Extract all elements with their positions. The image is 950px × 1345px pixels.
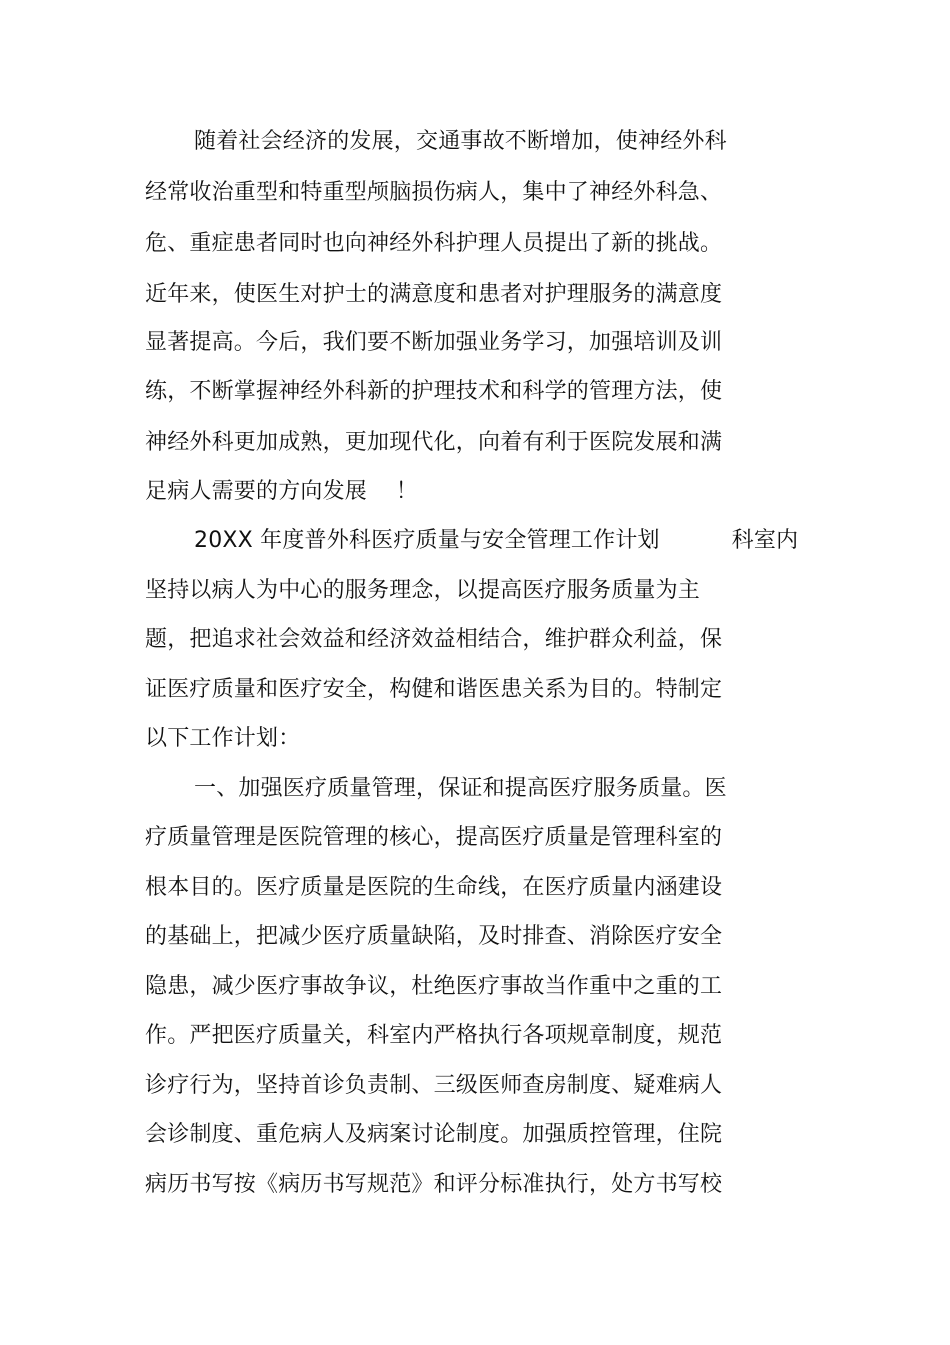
- paragraph-line: 证医疗质量和医疗安全，构健和谐医患关系为目的。特制定: [145, 677, 723, 702]
- paragraph-line: 随着社会经济的发展，交通事故不断增加，使神经外科: [194, 129, 727, 154]
- paragraph-line: 近年来，使医生对护士的满意度和患者对护理服务的满意度: [145, 282, 723, 307]
- paragraph-line: 作。严把医疗质量关，科室内严格执行各项规章制度，规范: [145, 1023, 723, 1048]
- paragraph-line: 病历书写按《病历书写规范》和评分标准执行，处方书写校: [145, 1172, 723, 1197]
- paragraph-line: 根本目的。医疗质量是医院的生命线，在医疗质量内涵建设: [145, 875, 723, 900]
- paragraph-line: 的基础上，把减少医疗质量缺陷，及时排查、消除医疗安全: [145, 924, 723, 949]
- paragraph-line: 以下工作计划：: [145, 726, 301, 751]
- paragraph-line: 练，不断掌握神经外科新的护理技术和科学的管理方法，使: [145, 379, 723, 404]
- paragraph-line: 经常收治重型和特重型颅脑损伤病人，集中了神经外科急、: [145, 180, 723, 205]
- paragraph-line: 坚持以病人为中心的服务理念，以提高医疗服务质量为主: [145, 578, 701, 603]
- paragraph-line: 题，把追求社会效益和经济效益相结合，维护群众利益，保: [145, 627, 723, 652]
- paragraph-line: 显著提高。今后，我们要不断加强业务学习，加强培训及训: [145, 330, 723, 355]
- paragraph-line: 危、重症患者同时也向神经外科护理人员提出了新的挑战。: [145, 231, 723, 256]
- paragraph-line: 神经外科更加成熟，更加现代化，向着有利于医院发展和满: [145, 430, 723, 455]
- paragraph-line: 足病人需要的方向发展 ！: [145, 479, 418, 504]
- paragraph-line: 疗质量管理是医院管理的核心，提高医疗质量是管理科室的: [145, 825, 723, 850]
- paragraph-line: 一、加强医疗质量管理，保证和提高医疗服务质量。医: [194, 776, 727, 801]
- paragraph-line: 诊疗行为，坚持首诊负责制、三级医师查房制度、疑难病人: [145, 1073, 723, 1098]
- paragraph-line: 隐患，减少医疗事故争议，杜绝医疗事故当作重中之重的工: [145, 974, 723, 999]
- paragraph-line: 会诊制度、重危病人及病案讨论制度。加强质控管理，住院: [145, 1122, 723, 1147]
- section-heading-line: 20XX 年度普外科医疗质量与安全管理工作计划 科室内: [194, 528, 799, 553]
